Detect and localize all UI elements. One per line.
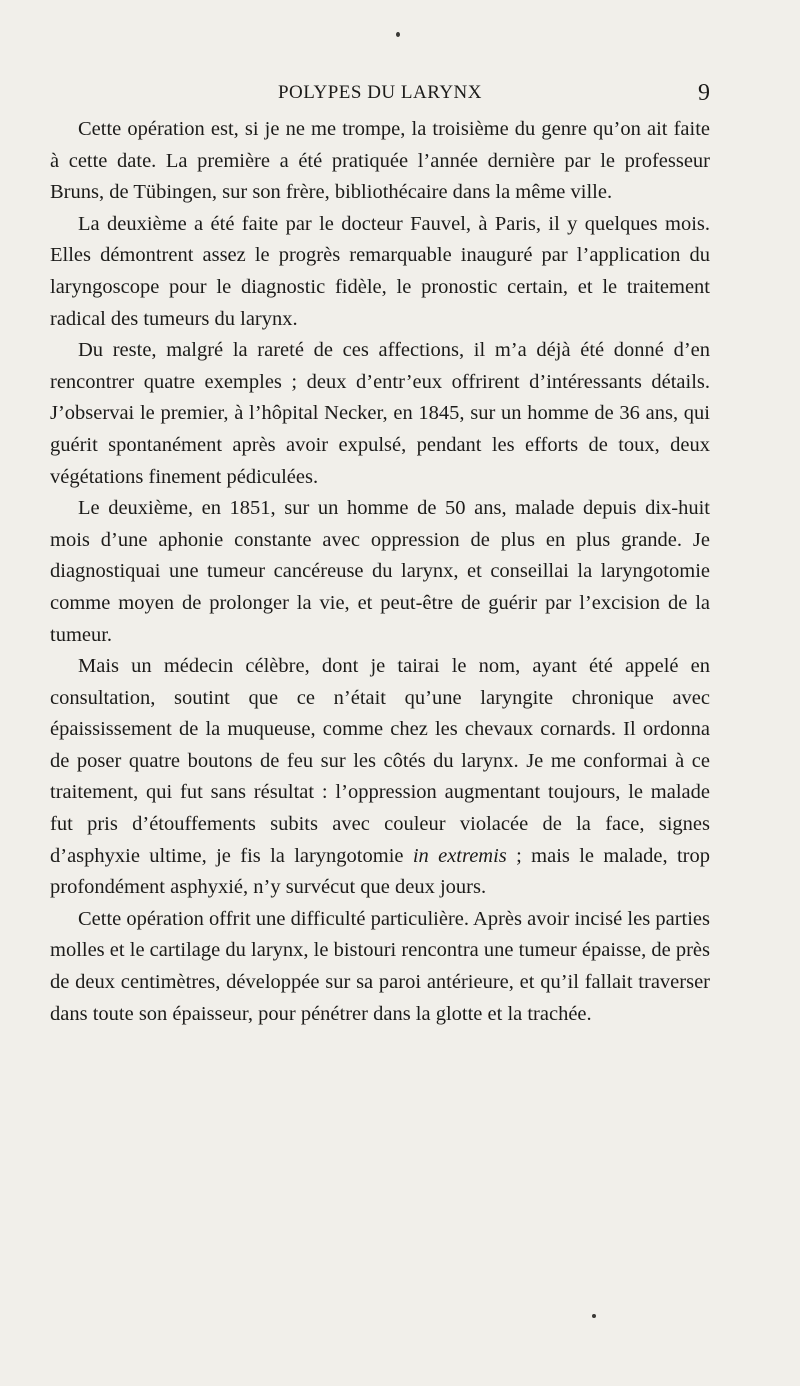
body-text [50, 114, 710, 1030]
paragraph-5-text-before: Mais un médecin célèbre, dont je tairai le nom, ayant été appelé en consultation, soutint que ce n’était qu’une laryngite chronique avec épaississement de la muqueuse, comme chez les chevaux cornards. Il ordonna de poser quatre boutons de feu sur les côtés du larynx. Je me conformai à ce traitement, qui fut sans résultat : l’oppression augmentant toujours, le malade fut pris d’étouffements subits avec couleur violacée de la face, signes d’asphyxie ultime, je fis la laryngotomie [50, 655, 710, 867]
running-title: POLYPES DU LARYNX [277, 82, 482, 103]
page-number: 9 [698, 80, 710, 106]
paragraph-4: Le deuxième, en 1851, sur un homme de 50 ans, malade depuis dix-huit mois d’une aphonie constante avec oppression de plus en plus grande. Je diagnostiquai une tumeur cancéreuse du larynx, et conseillai la laryngotomie comme moyen de prolonger la vie, et peut-être de guérir par l’excision de la tumeur. [50, 497, 710, 646]
paragraph-5-text-after: ; mais le malade, trop profondément asphyxié, n’y survécut que deux jours. [50, 844, 710, 899]
paragraph-5 [50, 651, 710, 904]
paragraph-5-italic-phrase: in extremis [412, 844, 507, 867]
paragraph-3: Du reste, malgré la rareté de ces affections, il m’a déjà été donné d’en rencontrer quatre exemples ; deux d’entr’eux offrirent d’intéressants détails. J’observai le premier, à l’hôpital Necker, en 1845, sur un homme de 36 ans, qui guérit spontanément après avoir expulsé, pendant les efforts de toux, deux végétations finement pédiculées. [50, 339, 710, 488]
ink-speck-bottom [592, 1314, 596, 1318]
paragraph-2: La deuxième a été faite par le docteur Fauvel, à Paris, il y quelques mois. Elles démontrent assez le progrès remarquable inauguré par l’application du laryngoscope pour le diagnostic fidèle, le pronostic certain, et le traitement radical des tumeurs du larynx. [50, 212, 710, 330]
ink-speck-top [396, 32, 400, 37]
paragraph-1: Cette opération est, si je ne me trompe, la troisième du genre qu’on ait faite à cette date. La première a été pratiquée l’année dernière par le professeur Bruns, de Tübingen, sur son frère, bibliothécaire dans la même ville. [50, 118, 710, 204]
running-head [50, 82, 710, 112]
paragraph-6: Cette opération offrit une difficulté particulière. Après avoir incisé les parties molles et le cartilage du larynx, le bistouri rencontra une tumeur épaisse, de près de deux centimètres, développée sur sa paroi antérieure, et qu’il fallait traverser dans toute son épaisseur, pour pénétrer dans la glotte et la trachée. [50, 907, 710, 1025]
